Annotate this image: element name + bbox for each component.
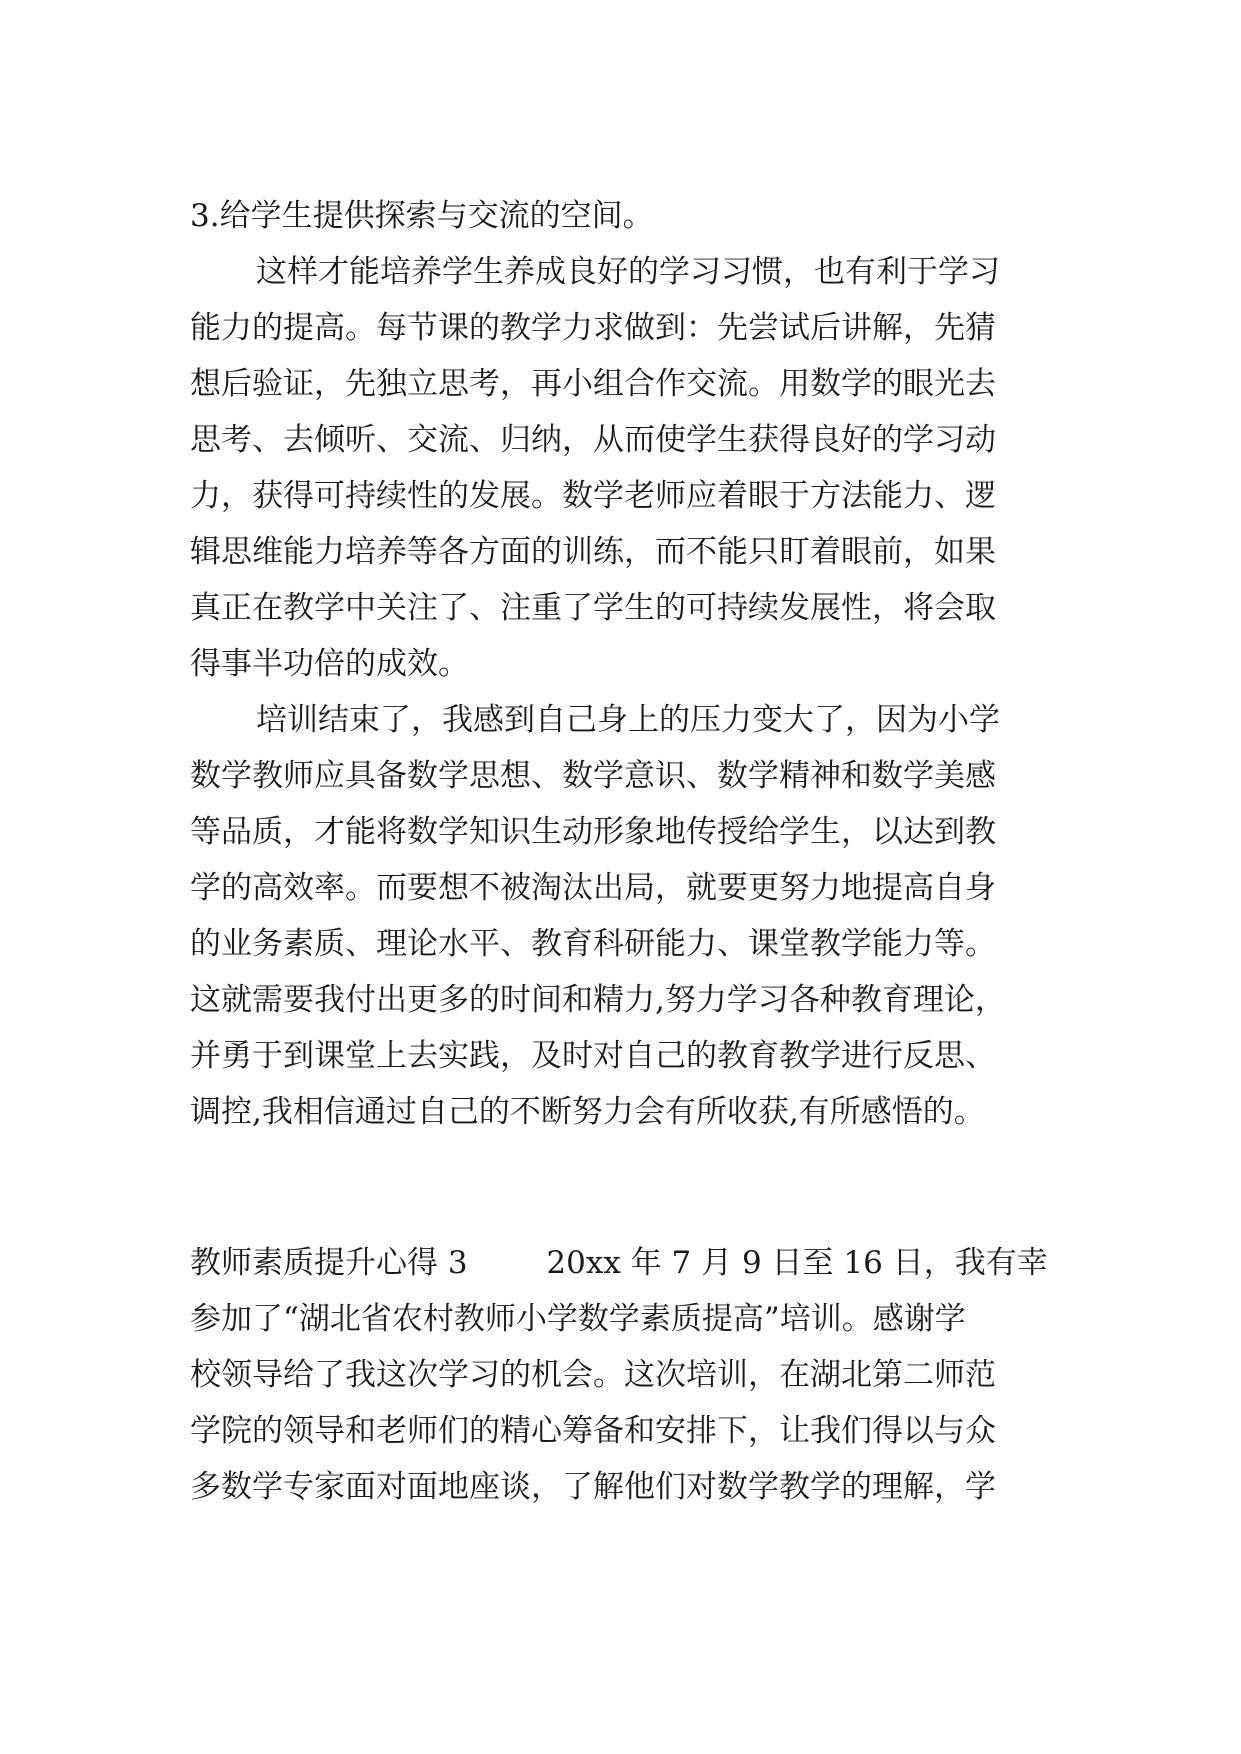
text-line: 学院的领导和老师们的精心筹备和安排下，让我们得以与众 <box>190 1413 996 1449</box>
text-line: 调控,我相信通过自己的不断努力会有所收获,有所感悟的。 <box>190 1094 985 1130</box>
text-line: 学的高效率。而要想不被淘汰出局，就要更努力地提高自身 <box>190 870 996 906</box>
section-heading-line: 教师素质提升心得 3 20xx 年 7 月 9 日至 16 日，我有幸 <box>190 1245 1048 1281</box>
text-line: 培训结束了，我感到自己身上的压力变大了，因为小学 <box>256 702 1000 738</box>
text-line: 参加了“湖北省农村教师小学数学素质提高”培训。感谢学 <box>190 1301 966 1337</box>
text-line: 3.给学生提供探索与交流的空间。 <box>190 198 654 234</box>
text-line: 校领导给了我这次学习的机会。这次培训，在湖北第二师范 <box>190 1357 996 1393</box>
text-line: 辑思维能力培养等各方面的训练，而不能只盯着眼前，如果 <box>190 534 996 570</box>
text-line: 这就需要我付出更多的时间和精力,努力学习各种教育理论， <box>190 982 1006 1018</box>
text-line: 得事半功倍的成效。 <box>190 646 469 682</box>
text-line: 思考、去倾听、交流、归纳，从而使学生获得良好的学习动 <box>190 422 996 458</box>
text-line: 能力的提高。每节课的教学力求做到：先尝试后讲解，先猜 <box>190 310 996 346</box>
text-line: 这样才能培养学生养成良好的学习习惯，也有利于学习 <box>256 254 1000 290</box>
text-line: 等品质，才能将数学知识生动形象地传授给学生，以达到教 <box>190 814 996 850</box>
section-a <box>190 188 1050 1140</box>
text-line: 力，获得可持续性的发展。数学老师应着眼于方法能力、逻 <box>190 478 996 514</box>
text-line: 想后验证，先独立思考，再小组合作交流。用数学的眼光去 <box>190 366 996 402</box>
text-line: 的业务素质、理论水平、教育科研能力、课堂教学能力等。 <box>190 926 996 962</box>
text-line: 真正在教学中关注了、注重了学生的可持续发展性，将会取 <box>190 590 996 626</box>
section-b <box>190 1235 1050 1515</box>
text-line: 并勇于到课堂上去实践，及时对自己的教育教学进行反思、 <box>190 1038 996 1074</box>
text-line: 多数学专家面对面地座谈，了解他们对数学教学的理解，学 <box>190 1469 996 1505</box>
text-line: 数学教师应具备数学思想、数学意识、数学精神和数学美感 <box>190 758 996 794</box>
